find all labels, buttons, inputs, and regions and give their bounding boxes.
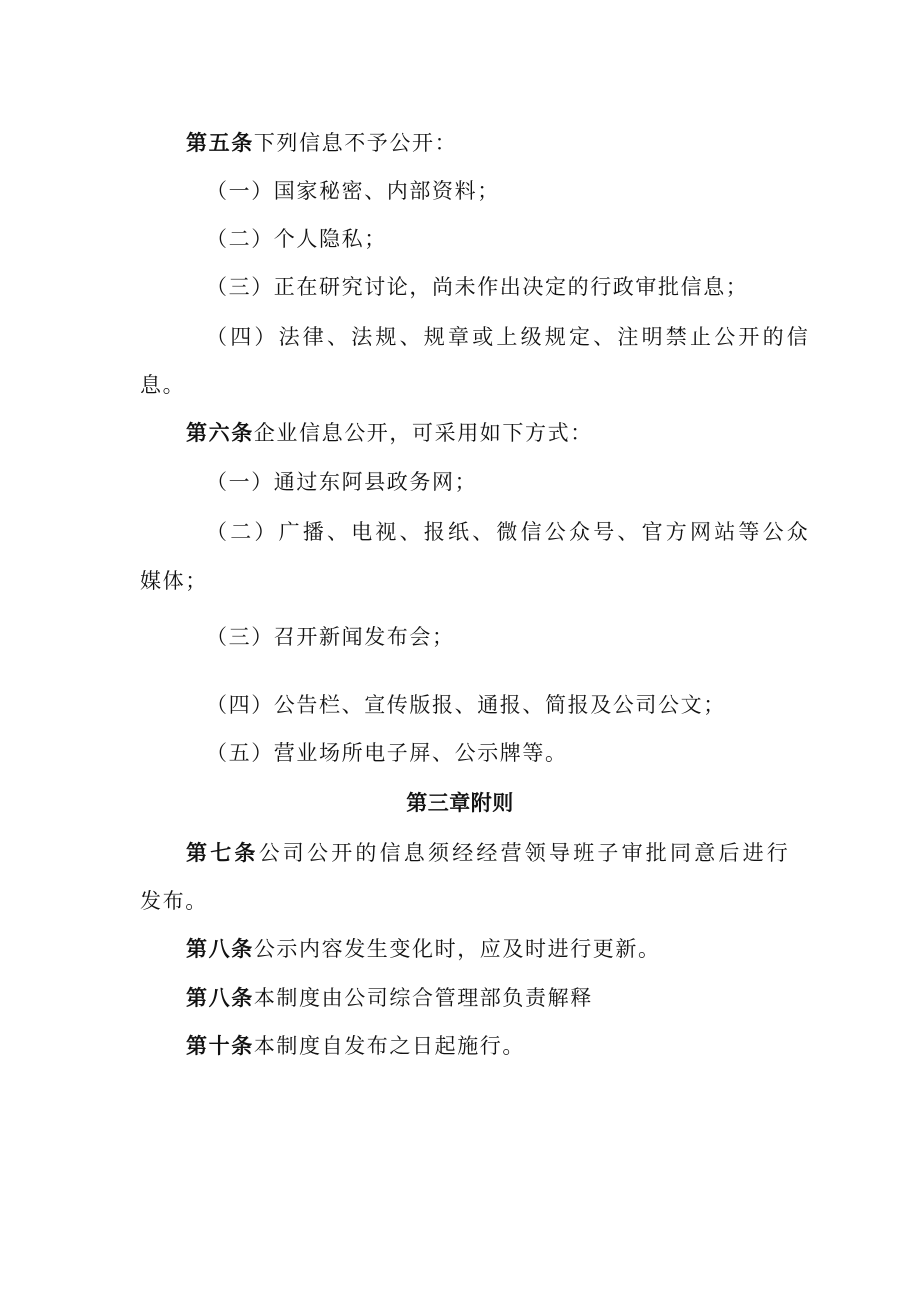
- article-label: 第八条: [186, 986, 254, 1010]
- article-label: 第五条: [186, 131, 254, 155]
- article-text: 下列信息不予公开：: [253, 131, 458, 155]
- article-text: 本制度由公司综合管理部负责解释: [253, 986, 593, 1010]
- article-7: [186, 838, 791, 868]
- article-10: [186, 1031, 525, 1061]
- article-text: 企业信息公开，可采用如下方式：: [253, 421, 593, 445]
- list-item-continuation: 息。: [140, 373, 186, 397]
- article-7-continuation: 发布。: [140, 889, 208, 913]
- list-item: （二）个人隐私；: [206, 227, 387, 251]
- list-item: （四）公告栏、宣传版报、通报、简报及公司公文；: [206, 693, 726, 717]
- article-5: [186, 128, 457, 158]
- list-item: （一）通过东阿县政务网；: [206, 470, 478, 494]
- list-item: （五）营业场所电子屏、公示牌等。: [206, 741, 568, 765]
- list-item: （三）召开新闻发布会；: [206, 625, 455, 649]
- article-6: [186, 418, 593, 448]
- list-item: （一）国家秘密、内部资料；: [206, 179, 500, 203]
- list-item: （四）法律、法规、规章或上级规定、注明禁止公开的信: [206, 325, 811, 349]
- article-text: 公示内容发生变化时，应及时进行更新。: [253, 937, 661, 961]
- chapter-title: 第三章附则: [406, 791, 514, 815]
- list-item-continuation: 媒体；: [140, 569, 208, 593]
- article-8-duplicate: [186, 983, 593, 1013]
- article-label: 第六条: [186, 421, 254, 445]
- article-8: [186, 934, 661, 964]
- list-item: （三）正在研究讨论，尚未作出决定的行政审批信息；: [206, 275, 749, 299]
- article-label: 第十条: [186, 1034, 254, 1058]
- list-item: （二）广播、电视、报纸、微信公众号、官方网站等公众: [206, 520, 811, 544]
- article-text: 公司公开的信息须经经营领导班子审批同意后进行: [258, 841, 792, 865]
- article-label: 第七条: [186, 841, 259, 865]
- article-text: 本制度自发布之日起施行。: [253, 1034, 526, 1058]
- article-label: 第八条: [186, 937, 254, 961]
